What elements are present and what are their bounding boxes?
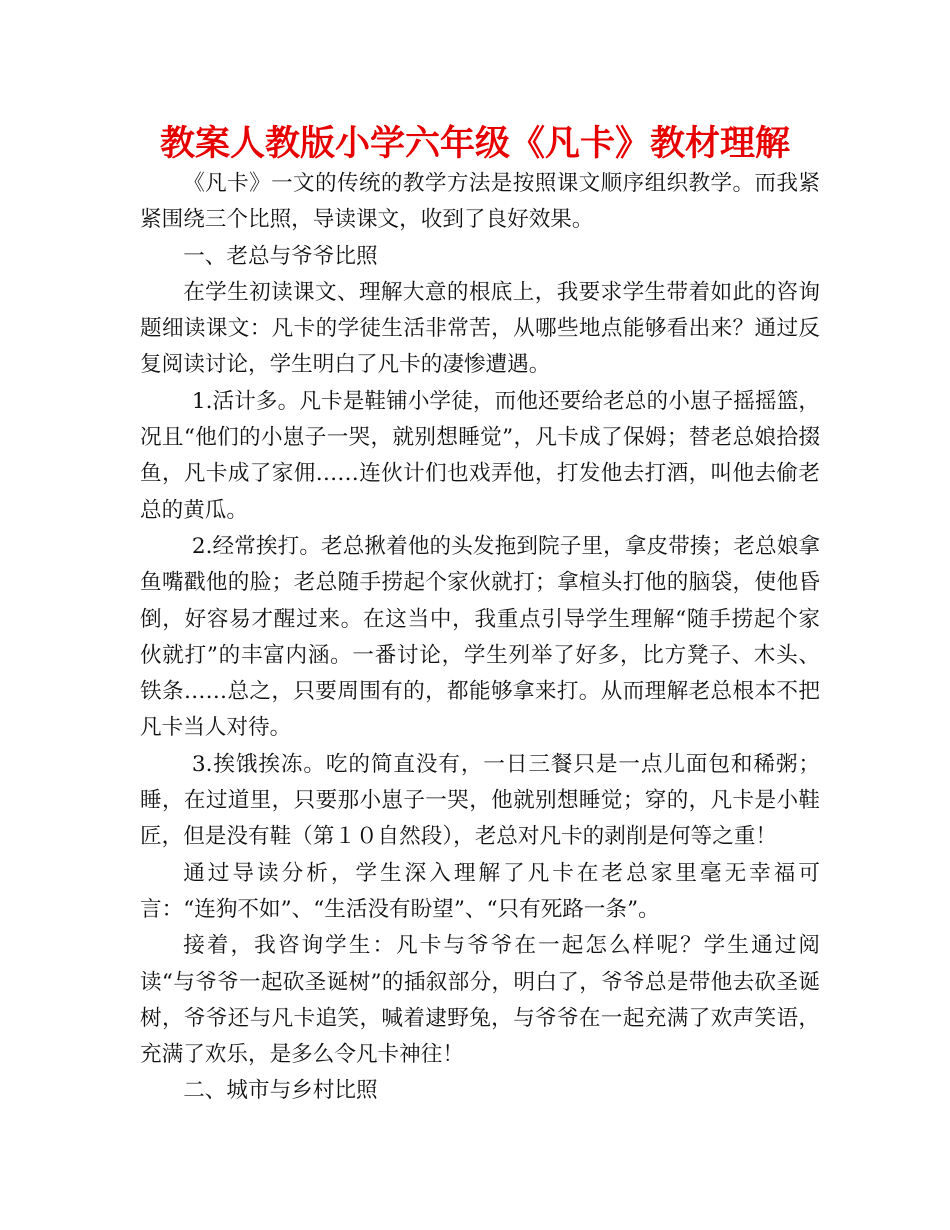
paragraph: 接着，我咨询学生：凡卡与爷爷在一起怎么样呢？学生通过阅读“与爷爷一起砍圣诞树”的插叙部分，明白了，爷爷总是带他去砍圣诞树，爷爷还与凡卡追笑，喊着逮野兔，与爷爷在一起充满了欢声笑语，充满了欢乐，是多么令凡卡神往！ [140,933,820,1068]
section-heading-1: 一、老总与爷爷比照 [183,243,378,269]
document-body [140,166,820,1110]
paragraph: 在学生初读课文、理解大意的根底上，我要求学生带着如此的咨询题细读课文：凡卡的学徒生活非常苦，从哪些地点能够看出来？通过反复阅读讨论，学生明白了凡卡的凄惨遭遇。 [140,279,820,378]
section-heading-2: 二、城市与乡村比照 [183,1078,378,1104]
paragraph: 通过导读分析，学生深入理解了凡卡在老总家里毫无幸福可言：“连狗不如”、“生活没有盼望”、“只有死路一条”。 [140,860,820,922]
list-item: 3.挨饿挨冻。吃的简直没有，一日三餐只是一点儿面包和稀粥；睡，在过道里，只要那小崽子一哭，他就别想睡觉；穿的，凡卡是小鞋匠，但是没有鞋（第１０自然段），老总对凡卡的剥削是何等之重！ [140,751,820,850]
paragraph-intro: 《凡卡》一文的传统的教学方法是按照课文顺序组织教学。而我紧紧围绕三个比照，导读课文，收到了良好效果。 [140,171,820,233]
list-item: 1.活计多。凡卡是鞋铺小学徒，而他还要给老总的小崽子摇摇篮，况且“他们的小崽子一哭，就别想睡觉”，凡卡成了保姆；替老总娘拾掇鱼，凡卡成了家佣……连伙计们也戏弄他，打发他去打酒，叫他去偷老总的黄瓜。 [140,388,820,523]
list-item: 2.经常挨打。老总揪着他的头发拖到院子里，拿皮带揍；老总娘拿鱼嘴戳他的脸；老总随手捞起个家伙就打；拿楦头打他的脑袋，使他昏倒，好容易才醒过来。在这当中，我重点引导学生理解“随手捞起个家伙就打”的丰富内涵。一番讨论，学生列举了好多，比方凳子、木头、铁条……总之，只要周围有的，都能够拿来打。从而理解老总根本不把凡卡当人对待。 [140,533,820,741]
document-title: 教案人教版小学六年级《凡卡》教材理解 [159,124,790,164]
